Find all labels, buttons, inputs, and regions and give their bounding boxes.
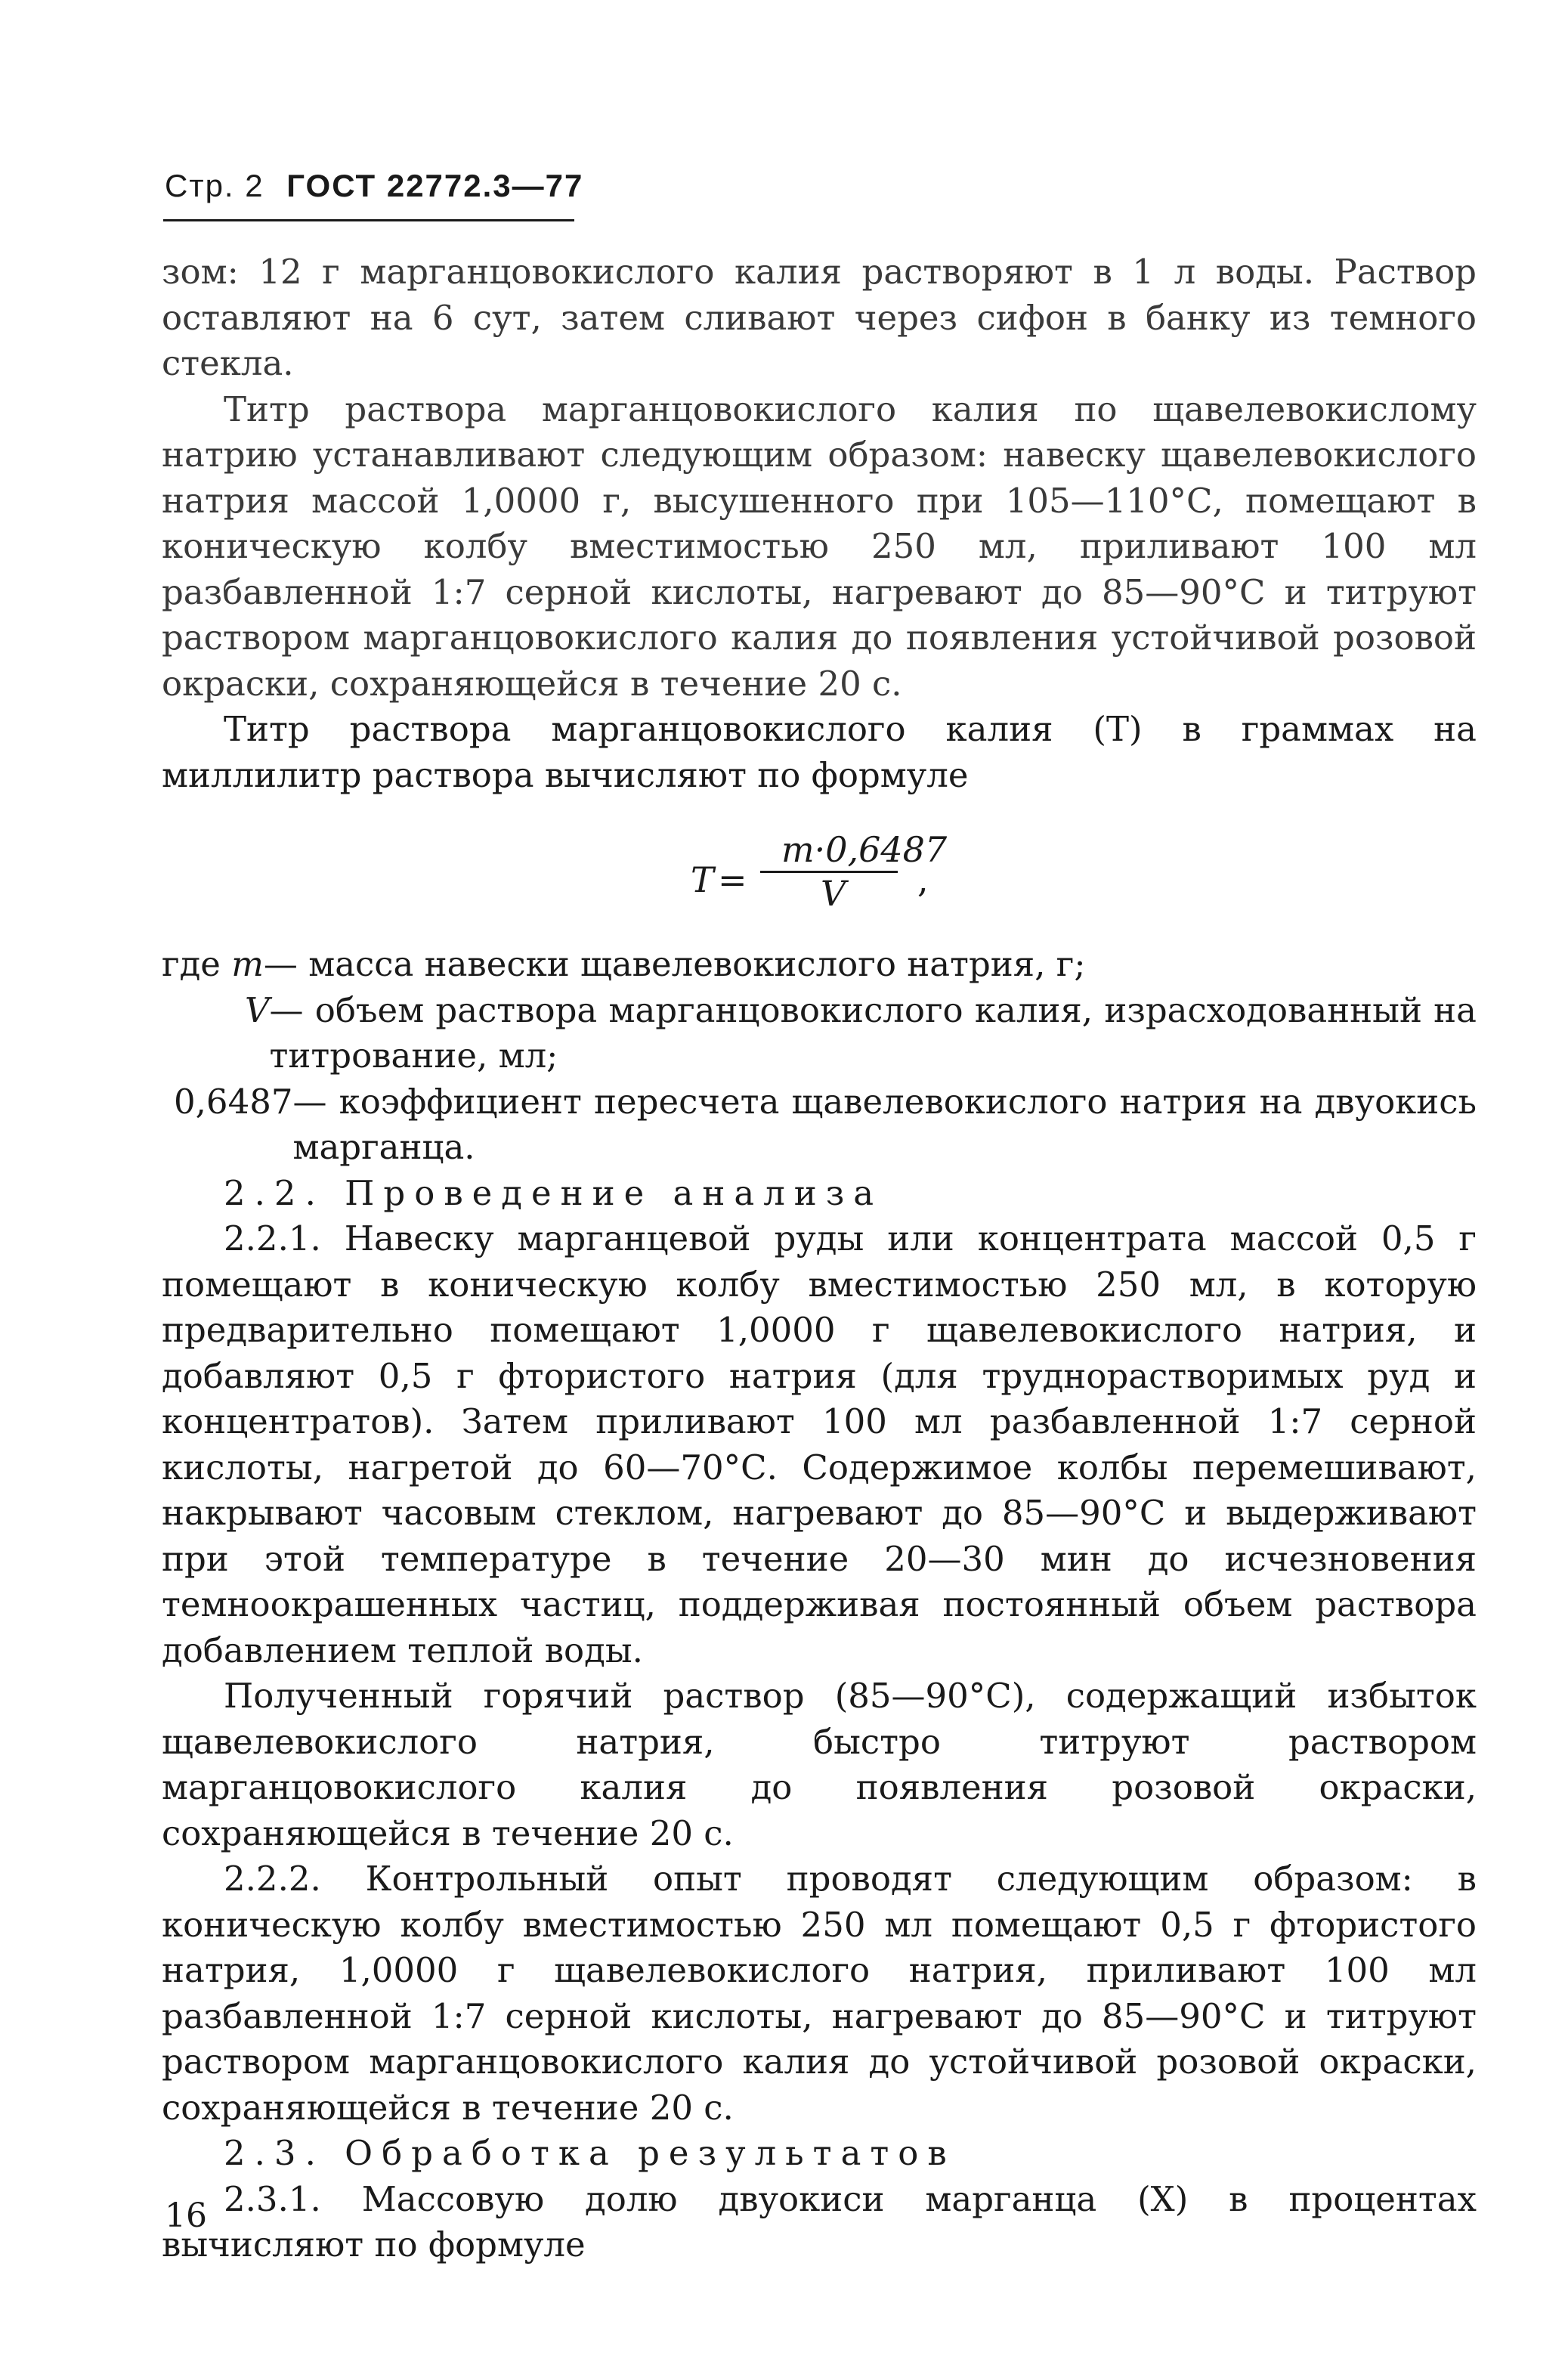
section-2-2-1-titration: Полученный горячий раствор (85—90°С), содержащий избыток щавелевокислого натрия, быстро титруют раствором марганцовокислого калия до появления розовой окраски, сохраняющейся в течение 20 с. <box>162 1676 1477 1853</box>
formula-denominator: V <box>821 873 846 914</box>
formula-equals: = <box>718 859 747 900</box>
section-2-2-title: 2.2. Проведение анализа <box>224 1172 883 1213</box>
paragraph-titer-formula-intro: Титр раствора марганцовокислого калия (Т) в граммах на миллилитр раствора вычисляют по формуле <box>162 709 1477 795</box>
paragraph-titer-method: Титр раствора марганцовокислого калия по щавелевокислому натрию устанавливают следующим образом: навеску щавелевокислого натрия массой 1,0000 г, высушенного при 105—110°С, помещают в коническую колбу вместимостью 250 мл, приливают 100 мл разбавленной 1:7 серной кислоты, нагревают до 85—90°С и титруют раствором марганцовокислого калия до появления устойчивой розовой окраски, сохраняющейся в течение 20 с. <box>162 389 1477 704</box>
paragraph-solution-prep: зом: 12 г марганцовокислого калия растворяют в 1 л воды. Раствор оставляют на 6 сут, затем сливают через сифон в банку из темного стекла. <box>162 252 1477 383</box>
definition-m-text: — масса навески щавелевокислого натрия, г; <box>263 944 1086 984</box>
page-header <box>165 168 583 204</box>
formula-trail: , <box>917 859 929 900</box>
header-rule <box>163 219 574 221</box>
definition-m-symbol: m <box>231 944 264 984</box>
definition-k <box>162 1079 1477 1171</box>
titer-formula <box>162 806 1477 942</box>
definition-k-symbol: 0,6487 <box>174 1081 293 1122</box>
definition-m <box>162 942 1477 988</box>
formula-numerator: m·0,6487 <box>781 829 948 870</box>
formula-definitions <box>162 942 1477 1171</box>
section-2-3-1: 2.3.1. Массовую долю двуокиси марганца (X) в процентах вычисляют по формуле <box>162 2178 1477 2265</box>
document-body <box>162 249 1477 2268</box>
page-label: Стр. 2 <box>165 168 264 203</box>
section-2-3-title: 2.3. Обработка результатов <box>224 2133 956 2173</box>
formula-lhs: T <box>691 859 714 900</box>
section-2-2-1: 2.2.1. Навеску марганцевой руды или концентрата массой 0,5 г помещают в коническую колбу вместимостью 250 мл, в которую предварительно помещают 1,0000 г щавелевокислого натрия, и добавляют 0,5 г фтористого натрия (для труднорастворимых руд и концентратов). Затем приливают 100 мл разбавленной 1:7 серной кислоты, нагретой до 60—70°С. Содержимое колбы перемешивают, накрывают часовым стеклом, нагревают до 85—90°С и выдерживают при этой температуре в течение 20—30 мин до исчезновения темноокрашенных частиц, поддерживая постоянный объем раствора добавлением теплой воды. <box>162 1218 1477 1670</box>
definition-v <box>162 988 1477 1079</box>
definition-where: где <box>162 944 221 984</box>
definition-v-text: — объем раствора марганцовокислого калия, израсходованный на титрование, мл; <box>269 989 1477 1076</box>
definition-v-symbol: V <box>245 989 270 1030</box>
standard-number: ГОСТ 22772.3—77 <box>286 168 584 203</box>
section-2-2-2: 2.2.2. Контрольный опыт проводят следующим образом: в коническую колбу вместимостью 250 мл помещают 0,5 г фтористого натрия, 1,0000 г щавелевокислого натрия, приливают 100 мл разбавленной 1:7 серной кислоты, нагревают до 85—90°С и титруют раствором марганцовокислого калия до устойчивой розовой окраски, сохраняющейся в течение 20 с. <box>162 1859 1477 2128</box>
definition-k-text: — коэффициент пересчета щавелевокислого натрия на двуокись марганца. <box>292 1081 1477 1167</box>
page-number: 16 <box>165 2196 207 2235</box>
